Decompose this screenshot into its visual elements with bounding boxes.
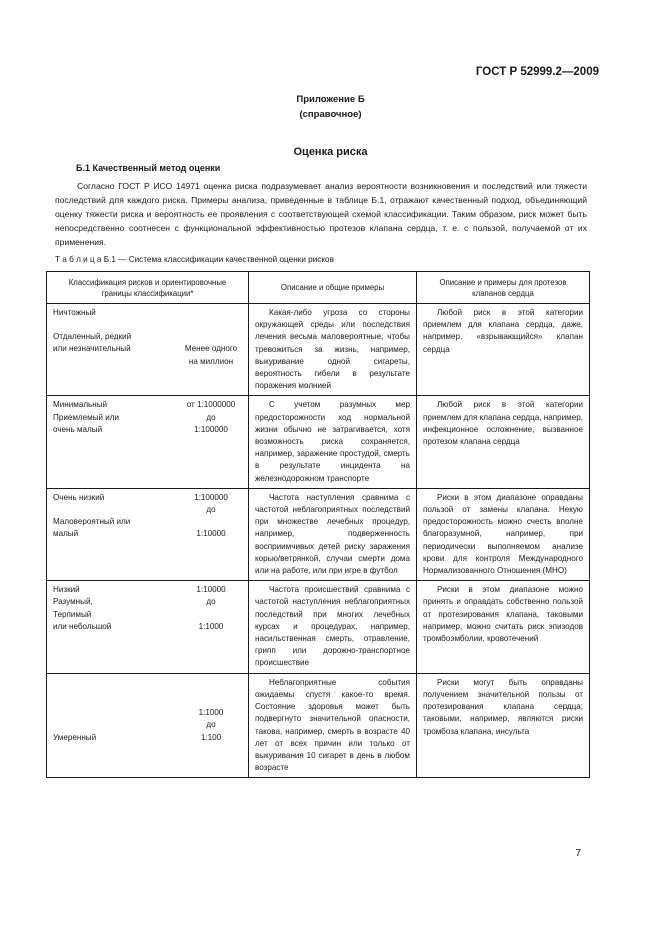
- table-row: [47, 488, 590, 580]
- header-valve-description: Описание и примеры для протезов клапанов сердца: [417, 272, 590, 304]
- page-number: 7: [575, 848, 581, 859]
- risk-classification-table: [46, 271, 590, 778]
- general-description-cell: Частота происшествий сравнима с частотой наступления неблагоприятных последствий при многих лечебных курсах и процедурах, например, насильственная смерть, отравление, грипп или дорожно-транспортное происшествие: [249, 581, 417, 673]
- risk-level-line: [53, 504, 242, 516]
- risk-probability-bound: [180, 609, 242, 621]
- document-code: ГОСТ Р 52999.2—2009: [475, 66, 599, 78]
- table-row: [47, 581, 590, 673]
- risk-level-line: [53, 707, 242, 719]
- table-body: [47, 304, 590, 778]
- general-description-cell: Частота наступления сравнима с частотой неблагоприятных последствий при множестве лечебных процедур, например, подверженность восприимчивых детей риску заражения корью/ветрянкой, случаи смерти дома или на работе, или при игре в футбол: [249, 488, 417, 580]
- risk-level-name: малый: [53, 529, 79, 539]
- table-caption: Т а б л и ц а Б.1 — Система классификации качественной оценки рисков: [55, 255, 334, 264]
- risk-probability-bound: [180, 307, 242, 319]
- risk-level-line: [53, 719, 242, 731]
- table-row: [47, 396, 590, 488]
- risk-level-line: [53, 584, 242, 596]
- risk-level-cell: [47, 488, 249, 580]
- risk-level-name: Маловероятный или: [53, 517, 131, 527]
- risk-level-name: Очень низкий: [53, 492, 105, 502]
- general-description-cell: С учетом разумных мер предосторожности ход нормальной жизни обычно не затрагивается, хотя возможность риска сохраняется, например, заражение простудой, смерть в результате инцидента на железнодорожном транспорте: [249, 396, 417, 488]
- risk-level-line: [53, 356, 242, 368]
- appendix-subtitle: (справочное): [299, 109, 362, 120]
- section-title: Оценка риска: [293, 146, 368, 158]
- valve-description-cell: Любой риск в этой категории приемлем для клапана сердца, например, инфекционное осложнение, вызванное протезом клапана сердца: [417, 396, 590, 488]
- risk-level-name: Умеренный: [53, 732, 97, 742]
- subsection-title: Б.1 Качественный метод оценки: [76, 163, 221, 173]
- risk-probability-bound: 1:10000: [196, 529, 226, 539]
- general-description-cell: Какая-либо угроза со стороны окружающей среды или последствия лечения весьма маловероятные, чтобы тревожиться за жизнь, например, выкуривание одной сигареты, вероятность гибели в результате поражения молнией: [249, 304, 417, 396]
- risk-probability-bound: 1:100000: [194, 492, 228, 502]
- risk-probability-bound: до: [206, 505, 216, 515]
- risk-level-name: Приемлемый или: [53, 412, 120, 422]
- risk-probability-bound: на миллион: [188, 356, 234, 366]
- table-row: [47, 304, 590, 396]
- risk-level-line: [53, 596, 242, 608]
- risk-level-name: Отдаленный, редкий: [53, 332, 132, 342]
- risk-level-line: [53, 307, 242, 319]
- risk-probability-bound: [180, 319, 242, 331]
- valve-description-cell: Любой риск в этой категории приемлем для клапана сердца, даже, например, «взрывающийся» клапан сердца: [417, 304, 590, 396]
- risk-level-cell: [47, 396, 249, 488]
- risk-probability-bound: до: [206, 720, 216, 730]
- table-header-row: [47, 272, 590, 304]
- risk-probability-bound: от 1:1000000: [186, 400, 236, 410]
- risk-level-name: или небольшой: [53, 621, 112, 631]
- appendix-heading: [0, 92, 661, 122]
- header-general-description: Описание и общие примеры: [249, 272, 417, 304]
- risk-level-name: Терпимый: [53, 609, 92, 619]
- risk-level-name: Ничтожный: [53, 308, 96, 317]
- table-row: [47, 673, 590, 778]
- risk-level-line: [53, 343, 242, 355]
- risk-level-line: [53, 516, 242, 528]
- risk-level-cell: [47, 673, 249, 778]
- risk-level-line: [53, 424, 242, 436]
- risk-probability-bound: 1:1000: [198, 621, 224, 631]
- risk-probability-bound: до: [206, 597, 216, 607]
- risk-level-cell: [47, 581, 249, 673]
- header-classification: Классификация рисков и ориентировочные границы классификации*: [47, 272, 249, 304]
- valve-description-cell: Риски могут быть оправданы получением значительной пользы от протезирования клапана сердца; таковыми, например, являются риски тромбоза клапана, инсульта: [417, 673, 590, 778]
- risk-level-name: Низкий: [53, 585, 80, 595]
- risk-level-name: очень малый: [53, 424, 103, 434]
- risk-level-line: [53, 492, 242, 504]
- risk-level-line: [53, 621, 242, 633]
- risk-level-line: [53, 412, 242, 424]
- risk-level-line: [53, 399, 242, 411]
- risk-level-line: [53, 331, 242, 343]
- risk-level-cell: [47, 304, 249, 396]
- valve-description-cell: Риски в этом диапазоне можно принять и оправдать собственно пользой от протезирования клапана, таковыми например, можно считать риск эпизодов тромбоэмболии, кровотечений: [417, 581, 590, 673]
- appendix-title: Приложение Б: [296, 94, 365, 105]
- risk-probability-bound: 1:1000: [198, 708, 224, 718]
- risk-level-line: [53, 319, 242, 331]
- risk-level-name: Разумный,: [53, 597, 93, 607]
- general-description-cell: Неблагоприятные события ожидаемы спустя какое-то время. Состояние здоровья может быть подвергнуто значительной опасности, такова, например, смерть в возрасте 40 лет от всех причин или только от выкуривания 10 сигарет в день в любом возрасте: [249, 673, 417, 778]
- risk-level-line: [53, 732, 242, 744]
- risk-probability-bound: 1:100: [200, 732, 222, 742]
- risk-level-name: Минимальный: [53, 400, 108, 410]
- risk-probability-bound: Менее одного: [184, 344, 238, 354]
- risk-level-line: [53, 609, 242, 621]
- risk-probability-bound: до: [206, 412, 216, 422]
- body-paragraph: Согласно ГОСТ Р ИСО 14971 оценка риска подразумевает анализ вероятности возникновения и последствий или тяжести последствий для каждого риска. Примеры анализа, приведенные в таблице Б.1, отражают качественный подход, объединяющий оценку тяжести риска и вероятность ее проявления с соответствующей схемой классификации. Таким образом, риск может быть непосредственно соотнесен с функциональной эффективностью протезов клапана сердца, т. е. с пользой, получаемой от их применения.: [55, 181, 587, 247]
- risk-probability-bound: [180, 516, 242, 528]
- risk-level-name: или незначительный: [53, 344, 131, 354]
- risk-probability-bound: 1:100000: [194, 424, 228, 434]
- risk-probability-bound: [180, 331, 242, 343]
- valve-description-cell: Риски в этом диапазоне оправданы пользой от замены клапана. Некую предосторожность можно счесть вполне благоразумной, например, при периодически выполняемом анализе крови для контроля Международного Нормализованного Отношения (МНО): [417, 488, 590, 580]
- risk-probability-bound: 1:10000: [196, 585, 226, 595]
- risk-level-line: [53, 528, 242, 540]
